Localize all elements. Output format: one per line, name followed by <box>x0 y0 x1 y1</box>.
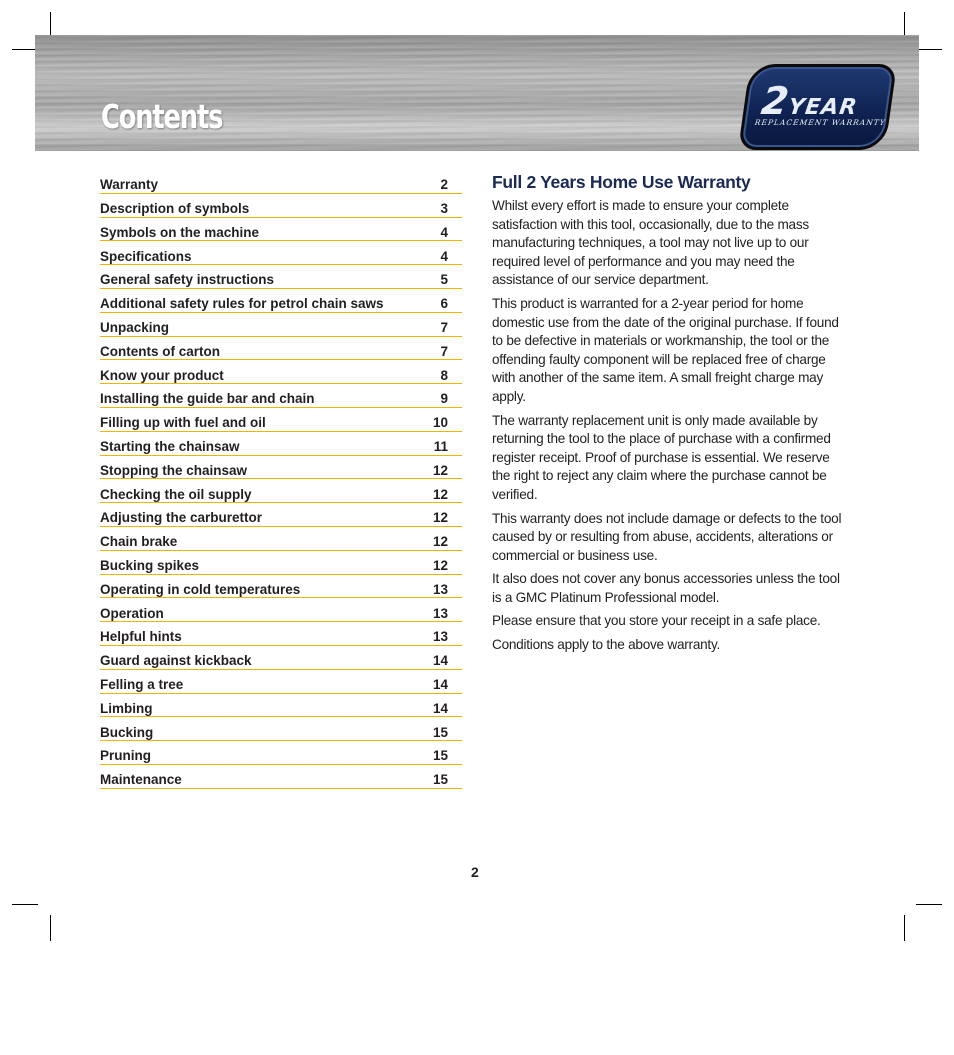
badge-word: YEAR <box>786 95 860 120</box>
toc-row[interactable] <box>100 551 462 575</box>
toc-title: Know your product <box>100 367 224 383</box>
toc-row[interactable] <box>100 503 462 527</box>
toc-title: Limbing <box>100 700 153 716</box>
warranty-heading: Full 2 Years Home Use Warranty <box>492 172 751 192</box>
toc-row[interactable] <box>100 241 462 265</box>
toc-page: 14 <box>432 677 448 693</box>
toc-row[interactable] <box>100 360 462 384</box>
toc-page: 12 <box>432 462 448 478</box>
toc-row[interactable] <box>100 170 462 194</box>
toc-title: Contents of carton <box>100 343 220 359</box>
toc-row[interactable] <box>100 646 462 670</box>
badge-number: 2 <box>758 79 793 123</box>
toc-title: Starting the chainsaw <box>100 439 240 455</box>
toc-page: 14 <box>432 700 448 716</box>
toc-page: 12 <box>432 534 448 550</box>
toc-title: Felling a tree <box>100 677 184 693</box>
toc-page: 9 <box>440 391 448 407</box>
toc-title: Unpacking <box>100 320 170 336</box>
toc-row[interactable] <box>100 598 462 622</box>
badge-subtitle: REPLACEMENT WARRANTY <box>754 118 887 127</box>
toc-row[interactable] <box>100 384 462 408</box>
page-title: Contents <box>101 97 223 136</box>
toc-row[interactable] <box>100 765 462 789</box>
toc-title: Adjusting the carburettor <box>100 510 263 526</box>
toc-page: 10 <box>432 415 448 431</box>
warranty-paragraph: The warranty replacement unit is only made available by returning the tool to the place of purchase with a confirmed register receipt. Proof of purchase is essential. We reserve the right to reject any claim where the purchase cannot be verified. <box>492 412 831 502</box>
toc-row[interactable] <box>100 622 462 646</box>
toc-title: Warranty <box>100 177 159 193</box>
toc-page: 13 <box>432 581 448 597</box>
toc-title: Guard against kickback <box>100 653 252 669</box>
toc-page: 15 <box>432 748 448 764</box>
toc-page: 8 <box>440 367 448 383</box>
toc-page: 12 <box>432 558 448 574</box>
crop-mark <box>12 904 38 905</box>
toc-title: Chain brake <box>100 534 178 550</box>
crop-mark <box>916 904 942 905</box>
toc-row[interactable] <box>100 265 462 289</box>
toc-page: 11 <box>433 439 448 455</box>
toc-title: General safety instructions <box>100 272 275 288</box>
toc-row[interactable] <box>100 289 462 313</box>
crop-mark <box>904 915 905 941</box>
toc-title: Operating in cold temperatures <box>100 581 301 597</box>
toc-row[interactable] <box>100 313 462 337</box>
toc-title: Helpful hints <box>100 629 182 645</box>
toc-title: Pruning <box>100 748 151 764</box>
toc-row[interactable] <box>100 194 462 218</box>
toc-row[interactable] <box>100 432 462 456</box>
toc-row[interactable] <box>100 741 462 765</box>
toc-title: Filling up with fuel and oil <box>100 415 266 431</box>
toc-page: 13 <box>432 605 448 621</box>
toc-page: 4 <box>440 224 448 240</box>
toc-page: 12 <box>432 486 448 502</box>
warranty-paragraph: Conditions apply to the above warranty. <box>492 637 721 653</box>
toc-title: Description of symbols <box>100 201 250 217</box>
toc-row[interactable] <box>100 456 462 480</box>
toc-row[interactable] <box>100 218 462 242</box>
toc-title: Operation <box>100 605 164 621</box>
toc-row[interactable] <box>100 479 462 503</box>
toc-title: Specifications <box>100 248 192 264</box>
header-banner <box>35 35 919 151</box>
toc-title: Installing the guide bar and chain <box>100 391 315 407</box>
page-number: 2 <box>471 864 479 880</box>
toc-page: 7 <box>440 343 448 359</box>
warranty-paragraph: This product is warranted for a 2-year period for home domestic use from the date of the original purchase. If found to be defective in materials or workmanship, the tool or the offending faulty component will be replaced free of charge with another of the same item. A small freight charge may apply. <box>492 295 839 404</box>
toc-row[interactable] <box>100 408 462 432</box>
warranty-paragraph: Please ensure that you store your receipt in a safe place. <box>492 613 821 629</box>
toc-page: 14 <box>432 653 448 669</box>
toc-row[interactable] <box>100 575 462 599</box>
toc-row[interactable] <box>100 337 462 361</box>
toc-page: 5 <box>440 272 448 288</box>
toc-row[interactable] <box>100 670 462 694</box>
toc-page: 4 <box>440 248 448 264</box>
warranty-paragraph: This warranty does not include damage or defects to the tool caused by or resulting from abuse, accidents, alterations or commercial or business use. <box>492 510 842 563</box>
warranty-section <box>492 172 847 660</box>
toc-title: Bucking <box>100 724 154 740</box>
crop-mark <box>916 49 942 50</box>
toc-title: Bucking spikes <box>100 558 200 574</box>
toc-title: Additional safety rules for petrol chain saws <box>100 296 384 312</box>
warranty-paragraph: Whilst every effort is made to ensure your complete satisfaction with this tool, occasionally, due to the mass manufacturing techniques, a tool may not live up to our required level of performance and you may need the assistance of our service department. <box>492 198 809 288</box>
toc-page: 7 <box>440 320 448 336</box>
table-of-contents <box>100 170 462 789</box>
toc-page: 15 <box>432 772 448 788</box>
warranty-paragraph: It also does not cover any bonus accessories unless the tool is a GMC Platinum Professional model. <box>492 571 840 605</box>
toc-page: 3 <box>440 201 448 217</box>
toc-page: 13 <box>432 629 448 645</box>
toc-title: Stopping the chainsaw <box>100 462 248 478</box>
toc-title: Checking the oil supply <box>100 486 252 502</box>
toc-page: 15 <box>432 724 448 740</box>
badge-text <box>759 79 862 123</box>
toc-row[interactable] <box>100 717 462 741</box>
toc-page: 6 <box>440 296 448 312</box>
warranty-badge <box>738 64 897 150</box>
toc-page: 12 <box>432 510 448 526</box>
toc-title: Symbols on the machine <box>100 224 260 240</box>
toc-page: 2 <box>440 177 448 193</box>
toc-row[interactable] <box>100 694 462 718</box>
toc-title: Maintenance <box>100 772 182 788</box>
toc-row[interactable] <box>100 527 462 551</box>
crop-mark <box>50 915 51 941</box>
